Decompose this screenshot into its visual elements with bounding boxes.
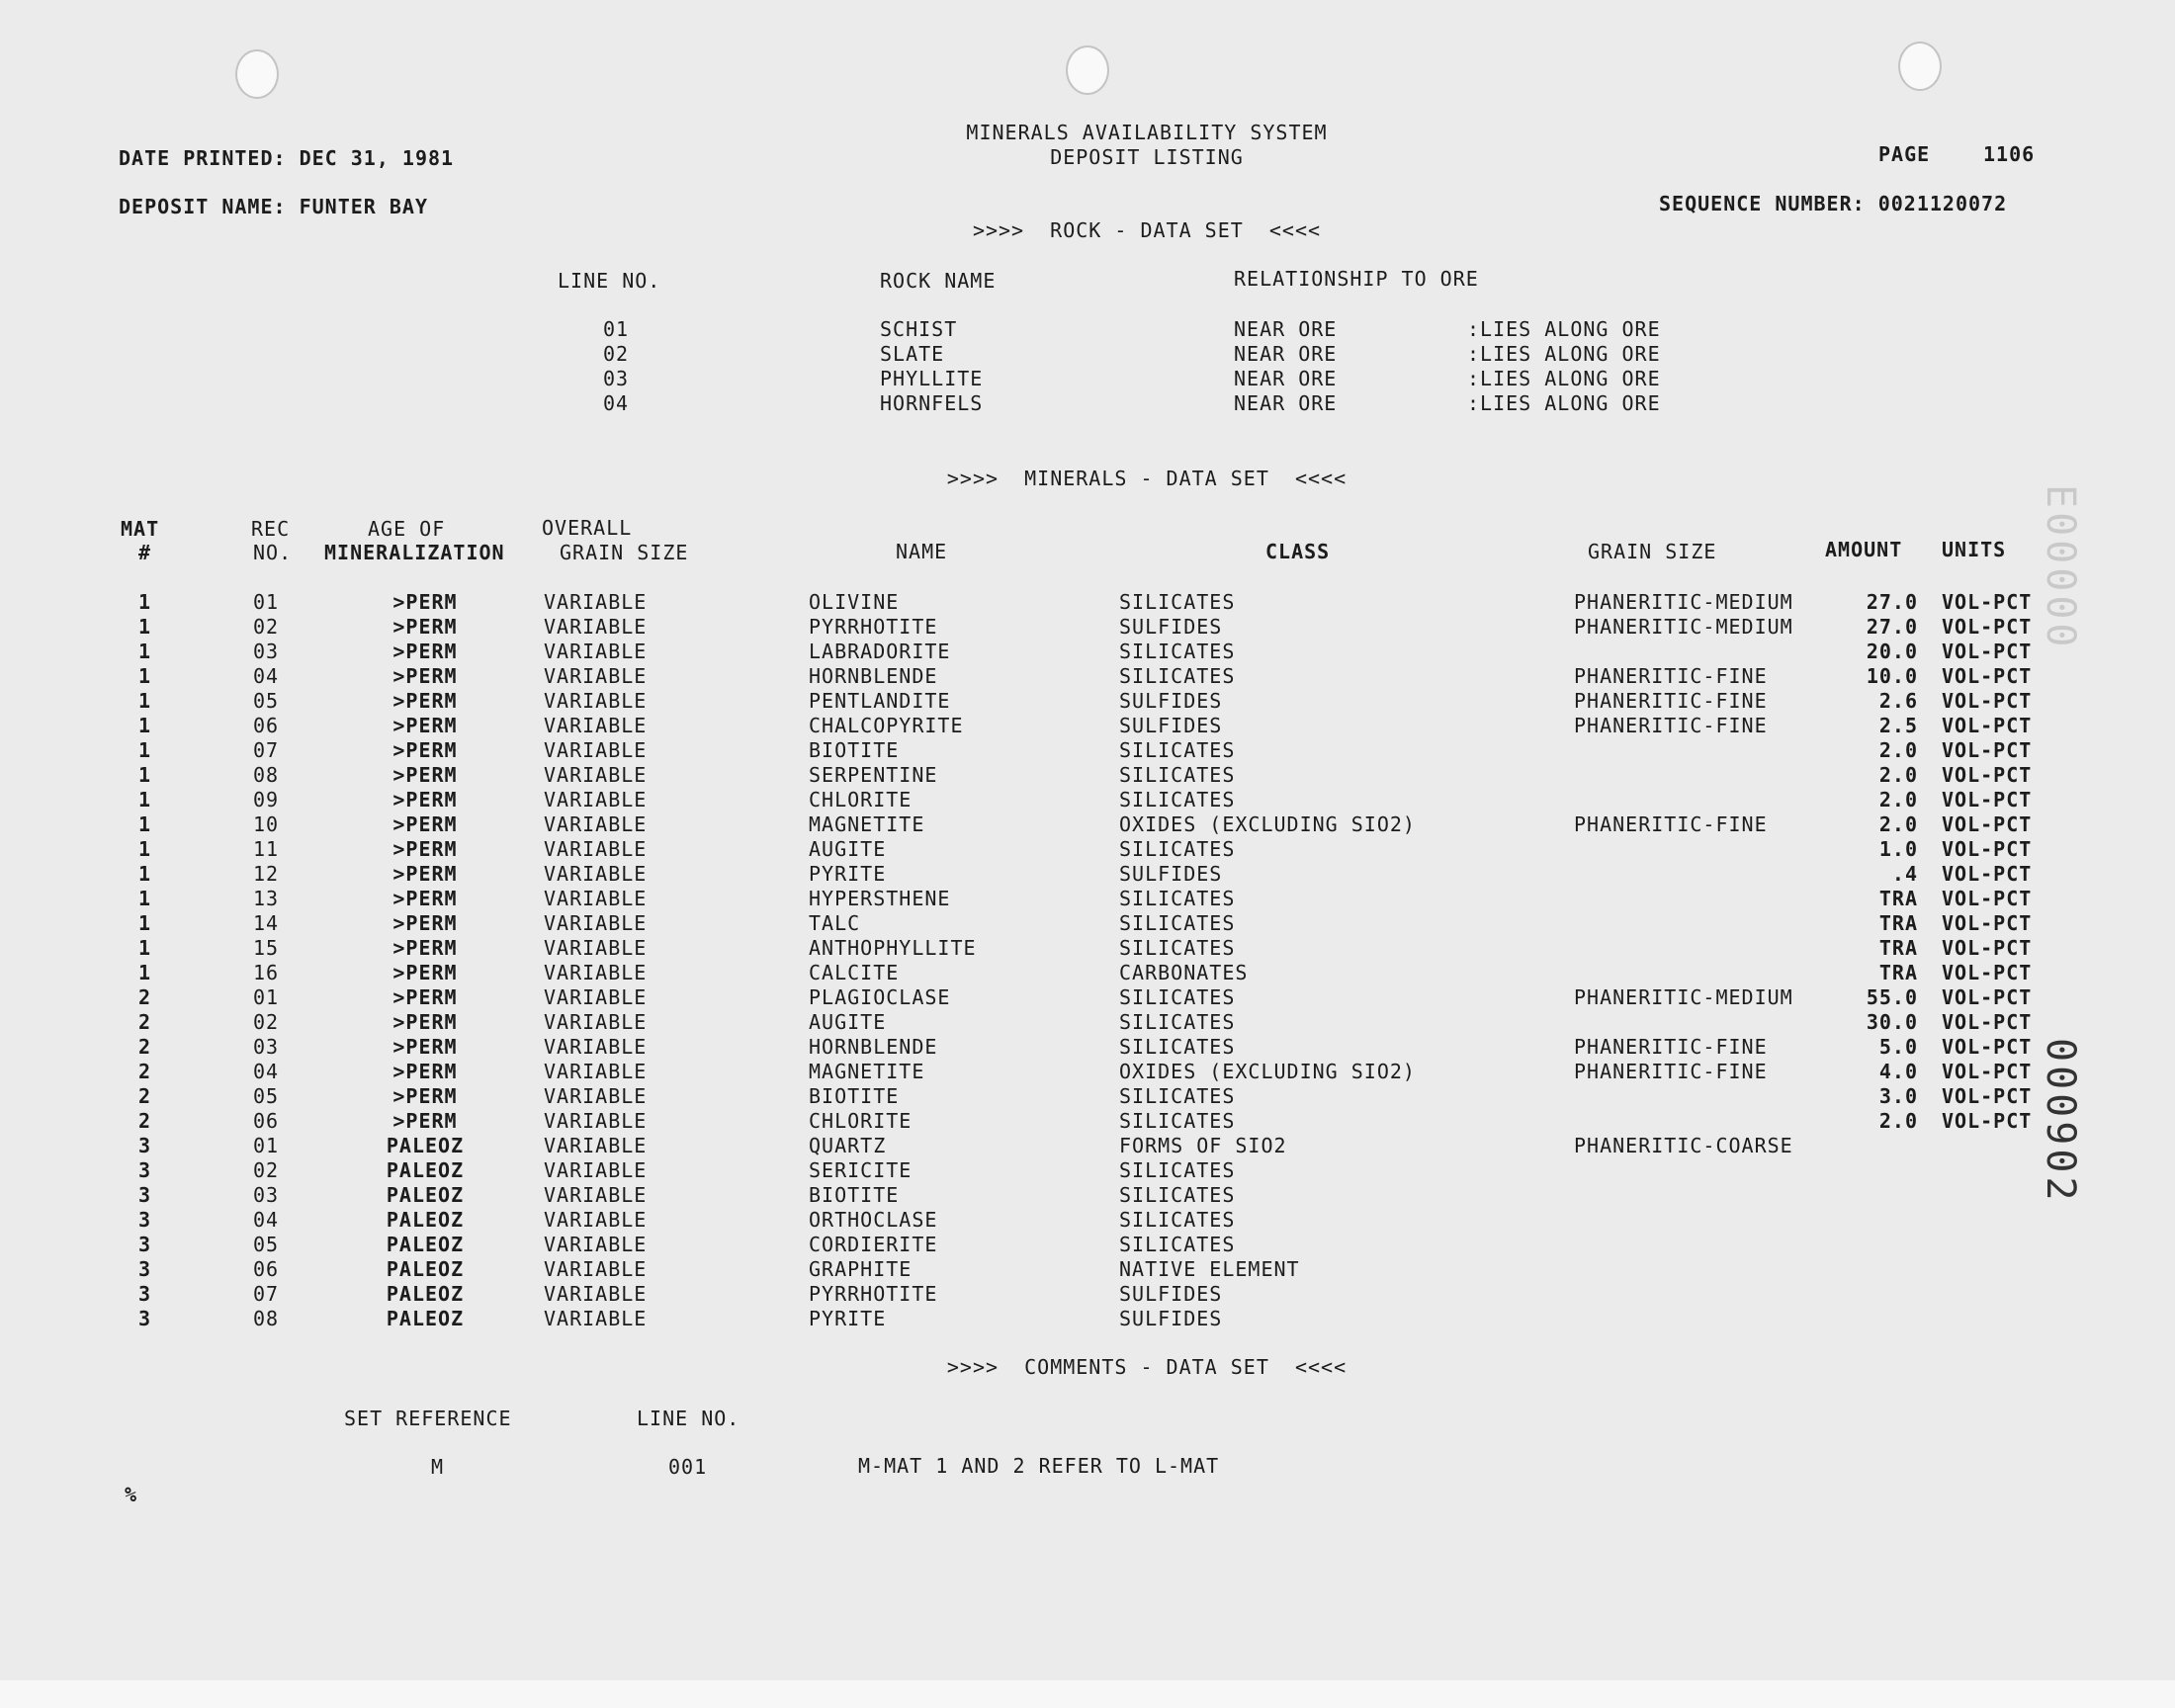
mineral-class: SILICATES	[1119, 1084, 1236, 1108]
mineral-units: VOL-PCT	[1942, 837, 2033, 861]
mineral-overall-grain-size: VARIABLE	[544, 1084, 648, 1108]
mineral-class: SILICATES	[1119, 887, 1236, 910]
mineral-mat: 1	[138, 615, 152, 639]
mineral-grain-size: PHANERITIC-FINE	[1574, 1060, 1768, 1083]
mineral-class: SILICATES	[1119, 837, 1236, 861]
mineral-overall-grain-size: VARIABLE	[544, 590, 648, 614]
mineral-grain-size: PHANERITIC-MEDIUM	[1574, 615, 1793, 639]
mineral-class: SILICATES	[1119, 1035, 1236, 1059]
mineral-units: VOL-PCT	[1942, 1084, 2033, 1108]
mineral-amount: TRA	[1878, 936, 1918, 960]
mineral-overall-grain-size: VARIABLE	[544, 714, 648, 737]
mineral-name: ORTHOCLASE	[809, 1208, 938, 1232]
header-overall-grain-size: GRAIN SIZE	[560, 541, 689, 564]
listing-title: DEPOSIT LISTING	[1050, 145, 1244, 169]
mineral-mat: 3	[138, 1307, 152, 1330]
mineral-class: SULFIDES	[1119, 714, 1223, 737]
mineral-mat: 2	[138, 1084, 152, 1108]
mineral-age: >PERM	[392, 887, 458, 910]
mineral-class: SILICATES	[1119, 590, 1236, 614]
mineral-rec-no: 02	[253, 1158, 280, 1182]
mineral-mat: 3	[138, 1208, 152, 1232]
mineral-overall-grain-size: VARIABLE	[544, 1282, 648, 1306]
mineral-overall-grain-size: VARIABLE	[544, 812, 648, 836]
mineral-amount: 2.0	[1878, 1109, 1918, 1133]
mineral-amount: 1.0	[1878, 837, 1918, 861]
header-rec-no: NO.	[253, 541, 293, 564]
mineral-overall-grain-size: VARIABLE	[544, 961, 648, 984]
mineral-overall-grain-size: VARIABLE	[544, 664, 648, 688]
mineral-age: PALEOZ	[386, 1282, 465, 1306]
mineral-class: NATIVE ELEMENT	[1119, 1257, 1300, 1281]
sequence-number: SEQUENCE NUMBER: 0021120072	[1659, 192, 2008, 215]
mineral-age: >PERM	[392, 664, 458, 688]
mineral-units: VOL-PCT	[1942, 1010, 2033, 1034]
mineral-rec-no: 09	[253, 788, 280, 811]
mineral-grain-size: PHANERITIC-FINE	[1574, 664, 1768, 688]
mineral-age: PALEOZ	[386, 1134, 465, 1157]
mineral-name: PYRITE	[809, 862, 887, 886]
mineral-units: VOL-PCT	[1942, 1109, 2033, 1133]
mineral-units: VOL-PCT	[1942, 714, 2033, 737]
mineral-overall-grain-size: VARIABLE	[544, 738, 648, 762]
comments-header-line-no: LINE NO.	[637, 1407, 740, 1430]
mineral-name: SERICITE	[809, 1158, 913, 1182]
mineral-age: >PERM	[392, 590, 458, 614]
mineral-class: SILICATES	[1119, 1109, 1236, 1133]
mineral-name: CHLORITE	[809, 1109, 913, 1133]
mineral-amount: 2.5	[1878, 714, 1918, 737]
header-mat-hash: #	[138, 541, 152, 564]
mineral-age: >PERM	[392, 689, 458, 713]
mineral-amount: 55.0	[1866, 985, 1918, 1009]
mineral-overall-grain-size: VARIABLE	[544, 1307, 648, 1330]
mineral-mat: 1	[138, 689, 152, 713]
rock-relationship: NEAR ORE	[1234, 342, 1338, 366]
header-rec: REC	[251, 517, 291, 541]
mineral-class: FORMS OF SIO2	[1119, 1134, 1287, 1157]
mineral-amount: 2.6	[1878, 689, 1918, 713]
mineral-grain-size: PHANERITIC-MEDIUM	[1574, 590, 1793, 614]
mineral-rec-no: 03	[253, 1035, 280, 1059]
mineral-units: VOL-PCT	[1942, 1035, 2033, 1059]
mineral-overall-grain-size: VARIABLE	[544, 936, 648, 960]
mineral-name: MAGNETITE	[809, 1060, 925, 1083]
mineral-age: PALEOZ	[386, 1183, 465, 1207]
mineral-rec-no: 12	[253, 862, 280, 886]
mineral-units: VOL-PCT	[1942, 961, 2033, 984]
mineral-age: PALEOZ	[386, 1257, 465, 1281]
mineral-rec-no: 07	[253, 738, 280, 762]
mineral-overall-grain-size: VARIABLE	[544, 887, 648, 910]
mineral-amount: 2.0	[1878, 738, 1918, 762]
punch-hole	[235, 49, 279, 99]
mineral-units: VOL-PCT	[1942, 640, 2033, 663]
mineral-mat: 3	[138, 1257, 152, 1281]
rock-header-relationship: RELATIONSHIP TO ORE	[1234, 267, 1479, 291]
mineral-overall-grain-size: VARIABLE	[544, 689, 648, 713]
mineral-amount: 27.0	[1866, 615, 1918, 639]
mineral-age: >PERM	[392, 1084, 458, 1108]
header-name: NAME	[896, 540, 948, 563]
mineral-name: HORNBLENDE	[809, 664, 938, 688]
mineral-amount: .4	[1891, 862, 1918, 886]
mineral-age: PALEOZ	[386, 1208, 465, 1232]
mineral-name: LABRADORITE	[809, 640, 951, 663]
mineral-mat: 3	[138, 1282, 152, 1306]
mineral-units: VOL-PCT	[1942, 763, 2033, 787]
mineral-class: SULFIDES	[1119, 1307, 1223, 1330]
mineral-mat: 1	[138, 911, 152, 935]
mineral-overall-grain-size: VARIABLE	[544, 615, 648, 639]
mineral-class: OXIDES (EXCLUDING SIO2)	[1119, 1060, 1416, 1083]
mineral-mat: 3	[138, 1183, 152, 1207]
mineral-name: BIOTITE	[809, 1084, 900, 1108]
mineral-rec-no: 01	[253, 1134, 280, 1157]
mineral-mat: 2	[138, 1109, 152, 1133]
rock-relationship: NEAR ORE	[1234, 367, 1338, 390]
mineral-rec-no: 07	[253, 1282, 280, 1306]
mineral-class: SILICATES	[1119, 763, 1236, 787]
side-stamp: 000902	[2038, 1038, 2083, 1205]
mineral-amount: 30.0	[1866, 1010, 1918, 1034]
mineral-amount: 5.0	[1878, 1035, 1918, 1059]
header-class: CLASS	[1265, 540, 1331, 563]
mineral-name: AUGITE	[809, 837, 887, 861]
mineral-grain-size: PHANERITIC-FINE	[1574, 1035, 1768, 1059]
mineral-age: >PERM	[392, 862, 458, 886]
mineral-mat: 3	[138, 1158, 152, 1182]
mineral-amount: 27.0	[1866, 590, 1918, 614]
mineral-name: CHLORITE	[809, 788, 913, 811]
header-units: UNITS	[1942, 538, 2007, 561]
punch-hole	[1898, 42, 1942, 91]
date-printed: DATE PRINTED: DEC 31, 1981	[119, 146, 455, 170]
mineral-rec-no: 08	[253, 1307, 280, 1330]
mineral-mat: 3	[138, 1134, 152, 1157]
footer-mark: %	[125, 1483, 138, 1506]
mineral-name: PYRRHOTITE	[809, 615, 938, 639]
page-number: 1106	[1983, 142, 2036, 166]
rock-relationship-detail: :LIES ALONG ORE	[1467, 367, 1661, 390]
mineral-name: CALCITE	[809, 961, 900, 984]
mineral-age: >PERM	[392, 615, 458, 639]
mineral-class: SILICATES	[1119, 1010, 1236, 1034]
mineral-overall-grain-size: VARIABLE	[544, 763, 648, 787]
mineral-name: PLAGIOCLASE	[809, 985, 951, 1009]
mineral-rec-no: 16	[253, 961, 280, 984]
system-title: MINERALS AVAILABILITY SYSTEM	[966, 121, 1328, 144]
mineral-age: >PERM	[392, 763, 458, 787]
mineral-mat: 1	[138, 812, 152, 836]
page-label: PAGE	[1878, 142, 1931, 166]
mineral-class: SILICATES	[1119, 664, 1236, 688]
mineral-amount: TRA	[1878, 887, 1918, 910]
mineral-class: SILICATES	[1119, 1208, 1236, 1232]
mineral-mat: 1	[138, 961, 152, 984]
mineral-amount: 2.0	[1878, 763, 1918, 787]
mineral-units: VOL-PCT	[1942, 788, 2033, 811]
mineral-name: PYRRHOTITE	[809, 1282, 938, 1306]
mineral-grain-size: PHANERITIC-MEDIUM	[1574, 985, 1793, 1009]
mineral-mat: 1	[138, 640, 152, 663]
mineral-overall-grain-size: VARIABLE	[544, 1208, 648, 1232]
mineral-amount: 20.0	[1866, 640, 1918, 663]
mineral-rec-no: 04	[253, 1208, 280, 1232]
mineral-age: PALEOZ	[386, 1158, 465, 1182]
mineral-name: PYRITE	[809, 1307, 887, 1330]
mineral-rec-no: 04	[253, 664, 280, 688]
mineral-mat: 1	[138, 738, 152, 762]
mineral-amount: TRA	[1878, 911, 1918, 935]
mineral-rec-no: 05	[253, 689, 280, 713]
mineral-rec-no: 10	[253, 812, 280, 836]
mineral-overall-grain-size: VARIABLE	[544, 1134, 648, 1157]
comment-set-reference: M	[431, 1455, 445, 1479]
mineral-rec-no: 01	[253, 985, 280, 1009]
mineral-age: >PERM	[392, 812, 458, 836]
mineral-grain-size: PHANERITIC-COARSE	[1574, 1134, 1793, 1157]
rock-line-no: 01	[603, 317, 630, 341]
rock-section-title: >>>> ROCK - DATA SET <<<<	[972, 218, 1322, 242]
mineral-class: SULFIDES	[1119, 1282, 1223, 1306]
mineral-units: VOL-PCT	[1942, 664, 2033, 688]
mineral-overall-grain-size: VARIABLE	[544, 1109, 648, 1133]
mineral-age: >PERM	[392, 1109, 458, 1133]
mineral-overall-grain-size: VARIABLE	[544, 640, 648, 663]
header-amount: AMOUNT	[1825, 538, 1903, 561]
mineral-rec-no: 13	[253, 887, 280, 910]
mineral-class: SILICATES	[1119, 1183, 1236, 1207]
mineral-class: SILICATES	[1119, 911, 1236, 935]
minerals-section-title: >>>> MINERALS - DATA SET <<<<	[946, 467, 1348, 490]
mineral-units: VOL-PCT	[1942, 1060, 2033, 1083]
mineral-mat: 3	[138, 1233, 152, 1256]
mineral-mat: 1	[138, 788, 152, 811]
mineral-overall-grain-size: VARIABLE	[544, 788, 648, 811]
mineral-overall-grain-size: VARIABLE	[544, 1010, 648, 1034]
mineral-rec-no: 11	[253, 837, 280, 861]
mineral-name: CHALCOPYRITE	[809, 714, 964, 737]
mineral-rec-no: 02	[253, 615, 280, 639]
mineral-mat: 2	[138, 1035, 152, 1059]
mineral-name: BIOTITE	[809, 1183, 900, 1207]
mineral-overall-grain-size: VARIABLE	[544, 985, 648, 1009]
rock-relationship-detail: :LIES ALONG ORE	[1467, 391, 1661, 415]
mineral-rec-no: 06	[253, 714, 280, 737]
mineral-mat: 1	[138, 936, 152, 960]
side-stamp-faint: E00000	[2038, 484, 2083, 651]
mineral-overall-grain-size: VARIABLE	[544, 1257, 648, 1281]
mineral-units: VOL-PCT	[1942, 812, 2033, 836]
header-grain-size: GRAIN SIZE	[1588, 540, 1717, 563]
mineral-age: >PERM	[392, 911, 458, 935]
mineral-units: VOL-PCT	[1942, 911, 2033, 935]
mineral-age: >PERM	[392, 1060, 458, 1083]
rock-name: PHYLLITE	[880, 367, 984, 390]
mineral-age: >PERM	[392, 837, 458, 861]
mineral-units: VOL-PCT	[1942, 590, 2033, 614]
mineral-amount: 4.0	[1878, 1060, 1918, 1083]
mineral-name: MAGNETITE	[809, 812, 925, 836]
comments-header-set-reference: SET REFERENCE	[344, 1407, 512, 1430]
mineral-mat: 2	[138, 1010, 152, 1034]
mineral-grain-size: PHANERITIC-FINE	[1574, 812, 1768, 836]
mineral-mat: 1	[138, 714, 152, 737]
mineral-name: HYPERSTHENE	[809, 887, 951, 910]
rock-header-rock-name: ROCK NAME	[880, 269, 997, 293]
mineral-rec-no: 04	[253, 1060, 280, 1083]
mineral-rec-no: 02	[253, 1010, 280, 1034]
header-mineralization: MINERALIZATION	[324, 541, 505, 564]
mineral-amount: 2.0	[1878, 812, 1918, 836]
mineral-mat: 1	[138, 664, 152, 688]
mineral-mat: 1	[138, 763, 152, 787]
mineral-rec-no: 08	[253, 763, 280, 787]
mineral-overall-grain-size: VARIABLE	[544, 837, 648, 861]
mineral-class: SILICATES	[1119, 985, 1236, 1009]
rock-relationship: NEAR ORE	[1234, 317, 1338, 341]
mineral-age: >PERM	[392, 985, 458, 1009]
mineral-rec-no: 14	[253, 911, 280, 935]
rock-name: SCHIST	[880, 317, 958, 341]
rock-relationship: NEAR ORE	[1234, 391, 1338, 415]
mineral-name: AUGITE	[809, 1010, 887, 1034]
deposit-name: DEPOSIT NAME: FUNTER BAY	[119, 195, 428, 218]
mineral-age: >PERM	[392, 788, 458, 811]
rock-line-no: 03	[603, 367, 630, 390]
punch-hole	[1066, 45, 1109, 95]
mineral-overall-grain-size: VARIABLE	[544, 1060, 648, 1083]
mineral-age: PALEOZ	[386, 1233, 465, 1256]
mineral-class: SULFIDES	[1119, 862, 1223, 886]
mineral-rec-no: 03	[253, 1183, 280, 1207]
mineral-name: HORNBLENDE	[809, 1035, 938, 1059]
mineral-class: SILICATES	[1119, 1233, 1236, 1256]
header-overall: OVERALL	[542, 516, 633, 540]
mineral-grain-size: PHANERITIC-FINE	[1574, 714, 1768, 737]
comment-line-no: 001	[668, 1455, 708, 1479]
mineral-mat: 1	[138, 887, 152, 910]
rock-line-no: 04	[603, 391, 630, 415]
mineral-name: SERPENTINE	[809, 763, 938, 787]
mineral-overall-grain-size: VARIABLE	[544, 911, 648, 935]
mineral-amount: 3.0	[1878, 1084, 1918, 1108]
mineral-age: >PERM	[392, 738, 458, 762]
mineral-age: >PERM	[392, 640, 458, 663]
mineral-name: TALC	[809, 911, 861, 935]
mineral-rec-no: 05	[253, 1233, 280, 1256]
mineral-mat: 1	[138, 590, 152, 614]
mineral-name: CORDIERITE	[809, 1233, 938, 1256]
mineral-rec-no: 03	[253, 640, 280, 663]
rock-relationship-detail: :LIES ALONG ORE	[1467, 342, 1661, 366]
mineral-name: PENTLANDITE	[809, 689, 951, 713]
mineral-mat: 2	[138, 985, 152, 1009]
mineral-age: >PERM	[392, 1010, 458, 1034]
header-mat: MAT	[121, 517, 160, 541]
mineral-age: PALEOZ	[386, 1307, 465, 1330]
mineral-class: SILICATES	[1119, 936, 1236, 960]
mineral-age: >PERM	[392, 936, 458, 960]
mineral-mat: 1	[138, 862, 152, 886]
mineral-units: VOL-PCT	[1942, 862, 2033, 886]
mineral-units: VOL-PCT	[1942, 615, 2033, 639]
mineral-units: VOL-PCT	[1942, 738, 2033, 762]
rock-name: SLATE	[880, 342, 945, 366]
mineral-units: VOL-PCT	[1942, 936, 2033, 960]
mineral-class: SILICATES	[1119, 788, 1236, 811]
header-age-of: AGE OF	[368, 517, 446, 541]
mineral-units: VOL-PCT	[1942, 985, 2033, 1009]
mineral-overall-grain-size: VARIABLE	[544, 1183, 648, 1207]
mineral-rec-no: 15	[253, 936, 280, 960]
mineral-amount: 10.0	[1866, 664, 1918, 688]
comments-section-title: >>>> COMMENTS - DATA SET <<<<	[946, 1355, 1348, 1379]
mineral-name: BIOTITE	[809, 738, 900, 762]
mineral-rec-no: 01	[253, 590, 280, 614]
rock-header-line-no: LINE NO.	[558, 269, 661, 293]
mineral-overall-grain-size: VARIABLE	[544, 1035, 648, 1059]
mineral-class: SULFIDES	[1119, 615, 1223, 639]
mineral-units: VOL-PCT	[1942, 887, 2033, 910]
mineral-age: >PERM	[392, 1035, 458, 1059]
mineral-age: >PERM	[392, 961, 458, 984]
scan-margin	[0, 1680, 2175, 1708]
mineral-grain-size: PHANERITIC-FINE	[1574, 689, 1768, 713]
mineral-rec-no: 06	[253, 1109, 280, 1133]
mineral-rec-no: 06	[253, 1257, 280, 1281]
mineral-overall-grain-size: VARIABLE	[544, 1233, 648, 1256]
mineral-mat: 1	[138, 837, 152, 861]
mineral-units: VOL-PCT	[1942, 689, 2033, 713]
mineral-class: SILICATES	[1119, 1158, 1236, 1182]
mineral-age: >PERM	[392, 714, 458, 737]
mineral-name: QUARTZ	[809, 1134, 887, 1157]
rock-line-no: 02	[603, 342, 630, 366]
mineral-name: ANTHOPHYLLITE	[809, 936, 977, 960]
mineral-class: SILICATES	[1119, 640, 1236, 663]
mineral-overall-grain-size: VARIABLE	[544, 862, 648, 886]
mineral-mat: 2	[138, 1060, 152, 1083]
mineral-class: OXIDES (EXCLUDING SIO2)	[1119, 812, 1416, 836]
mineral-amount: TRA	[1878, 961, 1918, 984]
mineral-name: GRAPHITE	[809, 1257, 913, 1281]
rock-relationship-detail: :LIES ALONG ORE	[1467, 317, 1661, 341]
comment-text: M-MAT 1 AND 2 REFER TO L-MAT	[858, 1454, 1220, 1478]
mineral-class: CARBONATES	[1119, 961, 1249, 984]
mineral-name: OLIVINE	[809, 590, 900, 614]
rock-name: HORNFELS	[880, 391, 984, 415]
mineral-overall-grain-size: VARIABLE	[544, 1158, 648, 1182]
mineral-rec-no: 05	[253, 1084, 280, 1108]
mineral-amount: 2.0	[1878, 788, 1918, 811]
mineral-class: SILICATES	[1119, 738, 1236, 762]
mineral-class: SULFIDES	[1119, 689, 1223, 713]
